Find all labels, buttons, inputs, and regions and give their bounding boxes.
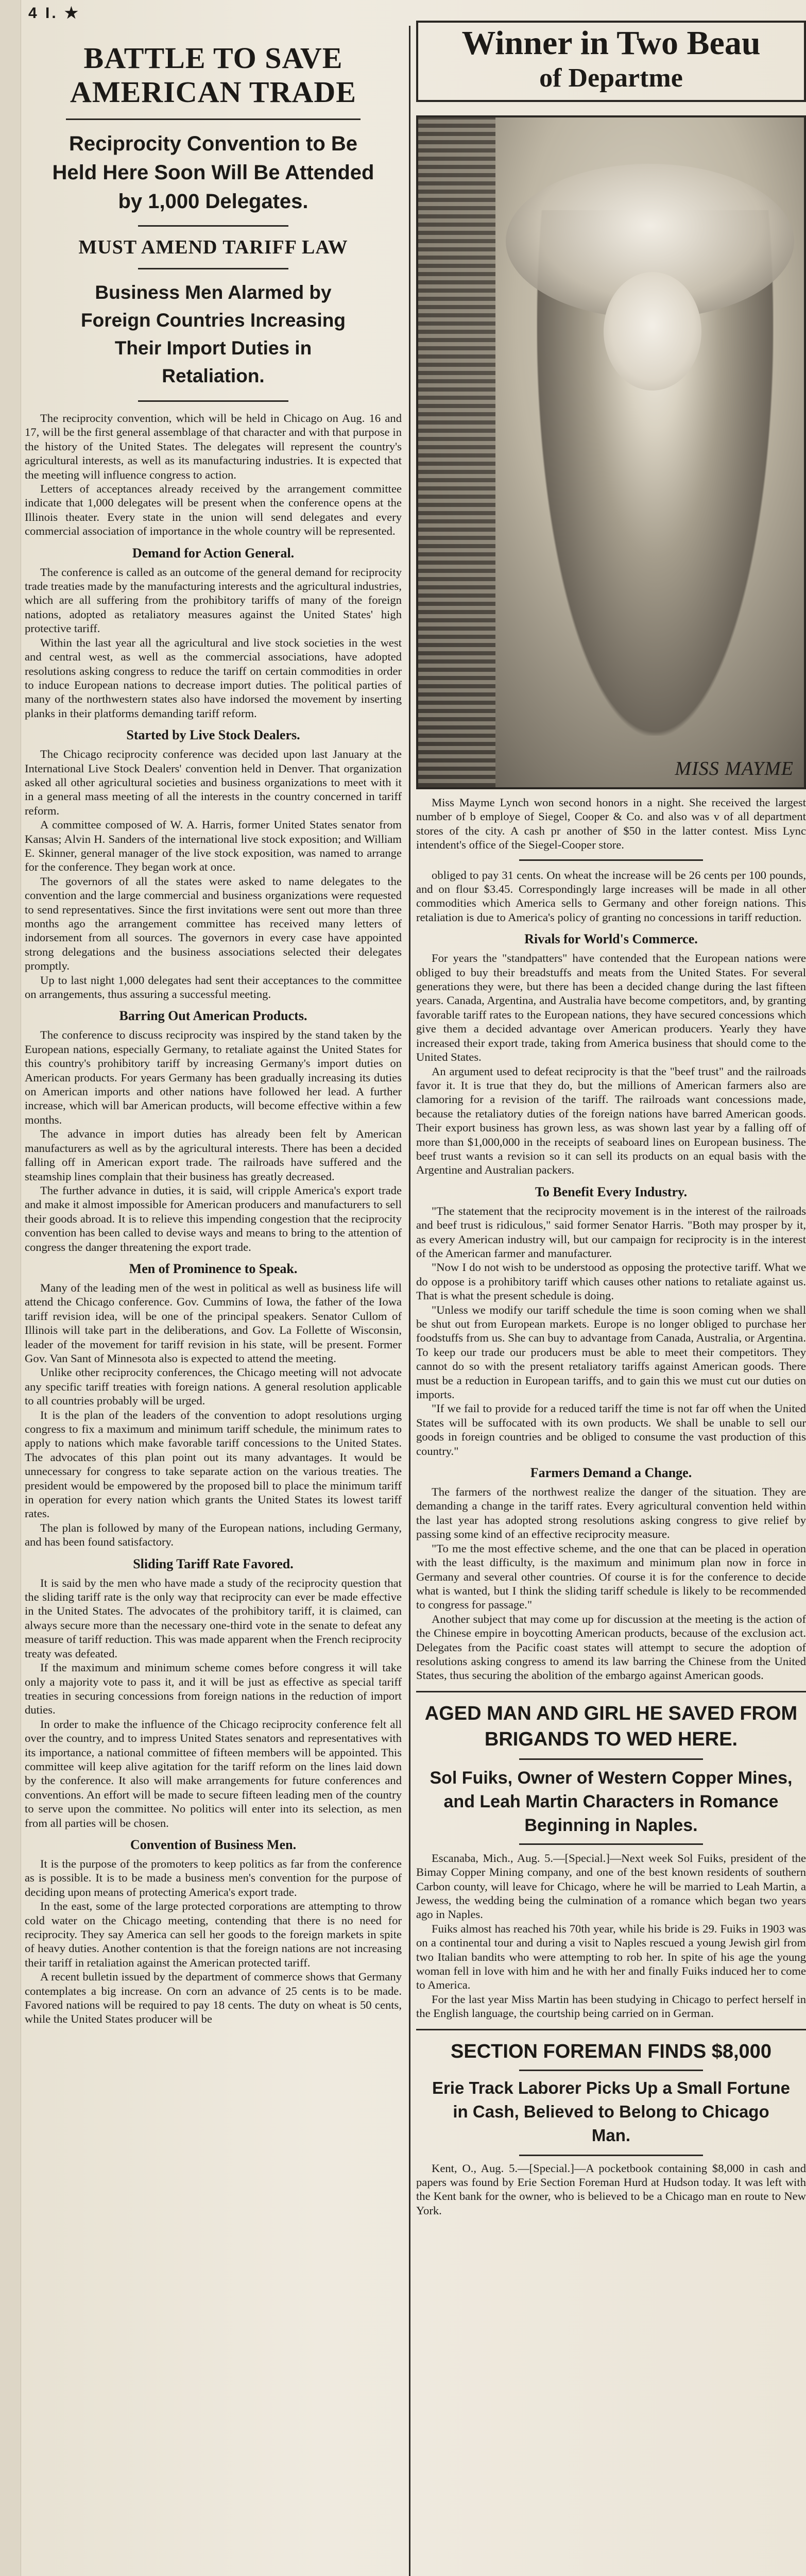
divider	[66, 118, 361, 120]
article-paragraph: The conference is called as an outcome of the general demand for reciprocity trade treaties made by the manufacturing interests and the agricultural industries, which are all suffering from the prohibitory tariffs of many of the foreign nations, adopted as retaliatory measures against the United States' high protective tariff.	[25, 565, 402, 635]
article-paragraph: Another subject that may come up for discussion at the meeting is the action of the Chinese empire in boycotting American products, because of the exclusion act. Delegates from the Pacific coast states will attempt to secure the adoption of resolutions asking congress to amend its law barring the Chinese from the United States, thus securing the abolition of the embargo against American goods.	[416, 1612, 806, 1682]
section-heading: To Benefit Every Industry.	[535, 1184, 688, 1199]
article-paragraph: For years the "standpatters" have contended that the European nations were obliged to buy their breadstuffs and meats from the United States. For several generations they were, but there has been a decided change during the last fifteen years. Canada, Argentina, and Australia have become competitors, and, by granting favorable tariff rates to the European nations, they have secured concessions which give them a decided advantage over American producers. Yearly they have increased their export trade, taking from America business that should come to the United States.	[416, 952, 806, 1064]
article-paragraph: Kent, O., Aug. 5.—[Special.]—A pocketbook containing $8,000 in cash and papers was found by Erie Section Foreman Hurd at Hudson today. It was left with the Kent bank for the owner, who is believed to be a Chicago man en route to New York.	[416, 2161, 806, 2217]
left-deck: Reciprocity Convention to Be Held Here Soon Will Be Attended by 1,000 Delegates.	[52, 132, 374, 213]
column-right	[416, 21, 806, 2576]
photo-frame-border	[418, 117, 495, 787]
page-margin	[0, 0, 21, 2576]
column-left	[25, 31, 402, 2576]
photo-caption: MISS MAYME	[675, 758, 794, 779]
section-foreman-deck: Erie Track Laborer Picks Up a Small Fortune in Cash, Believed to Belong to Chicago Man.	[432, 2078, 791, 2145]
article-paragraph: The plan is followed by many of the European nations, including Germany, and has been found satisfactory.	[25, 1521, 402, 1549]
right-article-body	[416, 795, 806, 2217]
left-headline	[25, 41, 402, 109]
right-headline-line1: Winner in Two Beau	[461, 24, 761, 62]
article-paragraph: "Now I do not wish to be understood as opposing the protective tariff. What we do oppose is a prohibitory tariff which causes other nations to retaliate against us. That is what the present schedule is doing.	[416, 1261, 806, 1302]
article-paragraph: Within the last year all the agricultural and live stock societies in the west and central west, as well as the commercial associations, have adopted resolutions asking congress to reduce the tariff on certain commodities in order to induce European nations to decrease import duties. The political parties of many of the northwestern states also have indorsed the movement by inserting planks in their platforms demanding tariff reform.	[25, 636, 402, 720]
page-folio: 4 I. ★	[28, 5, 80, 22]
article-paragraph: Many of the leading men of the west in political as well as business life will attend the Chicago conference. Gov. Cummins of Iowa, the father of the Iowa tariff revision idea, will be one of the principal speakers. Senator Cullom of Illinois will take part in the deliberations, and Gov. La Follette of Wisconsin, leader of the movement for tariff revision in his state, will be present. Former Gov. Van Sant of Minnesota also is expected to attend the meeting.	[25, 1281, 402, 1365]
section-heading: Barring Out American Products.	[119, 1008, 307, 1024]
section-heading: Men of Prominence to Speak.	[129, 1261, 298, 1276]
divider	[519, 1758, 703, 1760]
photo-face	[604, 272, 701, 391]
wed-deck: Sol Fuiks, Owner of Western Copper Mines, and Leah Martin Characters in Romance Beginning in Naples.	[430, 1768, 793, 1835]
article-paragraph: For the last year Miss Martin has been studying in Chicago to perfect herself in the English language, the courtship being carried on in German.	[416, 1992, 806, 2020]
divider	[138, 225, 288, 227]
article-paragraph: The further advance in duties, it is said, will cripple America's export trade and make it almost impossible for American producers and manufacturers to sell their goods abroad. It is to relieve this impending congestion that the reciprocity convention has been called to devise ways and means to bring to the attention of congress the danger threatening the export trade.	[25, 1183, 402, 1253]
article-paragraph: obliged to pay 31 cents. On wheat the increase will be 26 cents per 100 pounds, and on flour $3.45. Correspondingly large increases will be made in all other commodities which America sells to Germany and other foreign nations. This retaliation is due to America's policy of granting no concessions in tariff reduction.	[416, 868, 806, 924]
right-headline-line2: of Departme	[539, 63, 683, 93]
article-paragraph: The conference to discuss reciprocity was inspired by the stand taken by the European nations, especially Germany, to retaliate against the United States for this country's prohibitory tariff by increasing Germany's import duties on American products. For years Germany has been gradually increasing its duties on American imports and other nations have followed her lead. A further increase, which will bar American products, will become effective within a few months.	[25, 1028, 402, 1126]
portrait-photo	[416, 115, 806, 789]
divider	[519, 1843, 703, 1845]
left-headline-line2: AMERICAN TRADE	[70, 75, 356, 109]
article-paragraph: The Chicago reciprocity conference was decided upon last January at the International Live Stock Dealers' convention held in Denver. That organization asked all other agricultural societies and business organizations to meet with it in a general mass meeting of all the interests in the country concerned in tariff reform.	[25, 748, 402, 817]
article-paragraph: The farmers of the northwest realize the danger of the situation. They are demanding a change in the tariff rates. Every agricultural convention held within the last year has adopted strong resolutions asking congress to give relief by passing some kind of an effective reciprocity measure.	[416, 1485, 806, 1541]
section-heading: Sliding Tariff Rate Favored.	[133, 1556, 294, 1571]
column-rule	[409, 26, 410, 2576]
left-article-body	[25, 411, 402, 2026]
article-paragraph: "The statement that the reciprocity movement is in the interest of the railroads and beef trust is ridiculous," said former Senator Harris. "Both may prosper by it, as every American industry will, but our campaign for reciprocity is in the interest of the American farmer and manufacturer.	[416, 1204, 806, 1260]
article-paragraph: A recent bulletin issued by the department of commerce shows that Germany contemplates a big increase. On corn an advance of 25 cents is to be made. Favored nations will be required to pay 18 cents. The duty on wheat is 50 cents, while the United States producer will be	[25, 1970, 402, 2026]
divider	[519, 2155, 703, 2156]
article-paragraph: The advance in import duties has already been felt by American manufacturers as well as by the agricultural interests. There has been a decided falling off in American export trade. The railroads have suffered and the steamship lines complain that their business has greatly decreased.	[25, 1127, 402, 1183]
divider	[416, 1691, 806, 1692]
left-subhead: MUST AMEND TARIFF LAW	[78, 236, 348, 258]
article-paragraph: It is the plan of the leaders of the convention to adopt resolutions urging congress to fix a maximum and minimum tariff schedule, the minimum rates to apply to nations which make favorable tariff concessions to the United States. The advocates of this plan point out its many advantages. It would be unnecessary for congress to take separate action on the various treaties. The president would be empowered by the proposed bill to place the minimum tariff in operation for every nation which grants the United States its lowest tariff rates.	[25, 1408, 402, 1520]
section-heading: Demand for Action General.	[132, 545, 295, 561]
article-paragraph: Unlike other reciprocity conferences, the Chicago meeting will not advocate any specific tariff treaties with foreign nations. A general resolution applicable to all countries probably will be urged.	[25, 1366, 402, 1408]
article-paragraph: Escanaba, Mich., Aug. 5.—[Special.]—Next week Sol Fuiks, president of the Bimay Copper Mining company, and one of the best known residents of southern Carbon county, will leave for Chicago, where he will be married to Leah Martin, a Jewess, the wedding being the culmination of a romance which began two years ago in Naples.	[416, 1851, 806, 1921]
article-paragraph: In the east, some of the large protected corporations are attempting to throw cold water on the Chicago meeting, contending that there is no need for reciprocity. They say America can sell her goods to the foreign markets in spite of heavy duties. Another contention is that the foreign nations are not increasing their tariff in retaliation against the American protected tariff.	[25, 1900, 402, 1969]
section-foreman-headline: SECTION FOREMAN FINDS $8,000	[451, 2040, 771, 2062]
article-paragraph: "If we fail to provide for a reduced tariff the time is not far off when the United States will be suffocated with its own products. We shall be unable to sell our goods in foreign countries and be obliged to consume the vast production of this country."	[416, 1402, 806, 1458]
article-paragraph: Up to last night 1,000 delegates had sent their acceptances to the committee on arrangements, thus assuring a successful meeting.	[25, 973, 402, 1001]
right-headline-box	[416, 21, 806, 102]
photo-caption-paragraph: Miss Mayme Lynch won second honors in a night. She received the largest number of b employe of Siegel, Cooper & Co. and also was v of all department stores of the city. A cash pr another of $50 in the latter contest. Miss Lync intendent's office of the Siegel-Cooper store.	[416, 796, 806, 852]
article-paragraph: Letters of acceptances already received by the arrangement committee indicate that 1,000 delegates will be present when the conference opens at the Illinois theater. Every state in the union will send delegates and every commercial association of importance in the whole country will be represented.	[25, 482, 402, 538]
divider	[138, 268, 288, 269]
section-heading: Farmers Demand a Change.	[530, 1465, 692, 1481]
section-heading: Rivals for World's Commerce.	[524, 931, 698, 947]
divider	[138, 400, 288, 402]
section-heading: Convention of Business Men.	[130, 1837, 297, 1852]
article-paragraph: A committee composed of W. A. Harris, former United States senator from Kansas; Alvin H. Sanders of the international live stock exposition; and William E. Skinner, general manager of the live stock exposition, was named to arrange for the conference. They began work at once.	[25, 818, 402, 874]
left-deck2: Business Men Alarmed by Foreign Countries Increasing Their Import Duties in Retaliation.	[81, 282, 346, 386]
article-paragraph: In order to make the influence of the Chicago reciprocity conference felt all over the country, and to impress United States senators and representatives with its importance, a national committee of fifteen members will be appointed. This committee will keep alive agitation for the tariff reform on the lines laid down by the conference. It also will make arrangements for future conferences and conventions. An effort will be made to secure fifteen leading men of the country to serve upon the committee. No politics will enter into its selection, as men from all parties will be chosen.	[25, 1717, 402, 1829]
article-paragraph: "Unless we modify our tariff schedule the time is soon coming when we shall be shut out from European markets. Europe is no longer obliged to purchase her foodstuffs from us. She can buy to advantage from Canada, Australia, or Argentina. To keep our trade our producers must be able to meet their competitors. They cannot do so with the present retaliatory tariffs against American goods. There must be a reduction in European tariffs, and to gain this we must cut our duties on imports.	[416, 1303, 806, 1401]
article-paragraph: If the maximum and minimum scheme comes before congress it will take only a majority vote to pass it, and it will be just as effective as special tariff treaties in securing concessions from foreign nations in the reduction of import duties.	[25, 1661, 402, 1717]
divider	[519, 2070, 703, 2071]
section-heading: Started by Live Stock Dealers.	[126, 727, 300, 743]
divider	[416, 2029, 806, 2030]
left-headline-line1: BATTLE TO SAVE	[83, 41, 343, 75]
article-paragraph: "To me the most effective scheme, and the one that can be placed in operation with the least difficulty, is the maximum and minimum plan now in force in Germany and several other countries. Of course it is for the conference to decide what is wanted, but I think the sliding tariff schedule is likely to be recommended to congress for passage."	[416, 1541, 806, 1612]
article-paragraph: It is said by the men who have made a study of the reciprocity question that the sliding tariff rate is the only way that reciprocity can ever be made effective in the United States. The advocates of the prohibitory tariff, it is claimed, can always secure more than the necessary one-third vote in the senate to defeat any measure of tariff reduction. This was made apparent when the French reciprocity treaty was defeated.	[25, 1576, 402, 1660]
article-paragraph: The reciprocity convention, which will be held in Chicago on Aug. 16 and 17, will be the first general assemblage of that character and with that purpose in the history of the United States. The delegates will represent the country's agricultural interests, as well as its manufacturing industries. It is expected that the meeting will influence congress to action.	[25, 412, 402, 481]
article-paragraph: Fuiks almost has reached his 70th year, while his bride is 29. Fuiks in 1903 was on a continental tour and during a visit to Naples rescued a young Jewish girl from two Italian bandits who were attempting to rob her. In spite of his age the young woman fell in love with him and he with her and finally Fuiks induced her to come to America.	[416, 1922, 806, 1992]
article-paragraph: The governors of all the states were asked to name delegates to the convention and the large commercial and business organizations were requested to send representatives. Since the first invitations were sent out more than three months ago the arrangement committee has received many letters of indorsement from all sources. The governors in every case have appointed strong delegations and the business associations selected their delegates promptly.	[25, 874, 402, 973]
article-paragraph: An argument used to defeat reciprocity is that the "beef trust" and the railroads favor it. It is true that they do, but the millions of American farmers also are clamoring for a revision of the tariff. The railroads want concessions made, because the retaliatory duties of the foreign nations have barred American goods. Their export business has grown less, as was shown last year by a falling off of more than $1,000,000 in the receipts of seaboard lines on European business. The beef trust wants a revision so it can sell its products on an equal basis with the Argentine and Australian packers.	[416, 1064, 806, 1177]
divider	[519, 859, 703, 861]
article-paragraph: It is the purpose of the promoters to keep politics as far from the conference as is possible. It is to be made a business men's convention for the purpose of deciding upon means of protecting America's export trade.	[25, 1857, 402, 1899]
wed-headline: AGED MAN AND GIRL HE SAVED FROM BRIGANDS TO WED HERE.	[424, 1702, 798, 1750]
